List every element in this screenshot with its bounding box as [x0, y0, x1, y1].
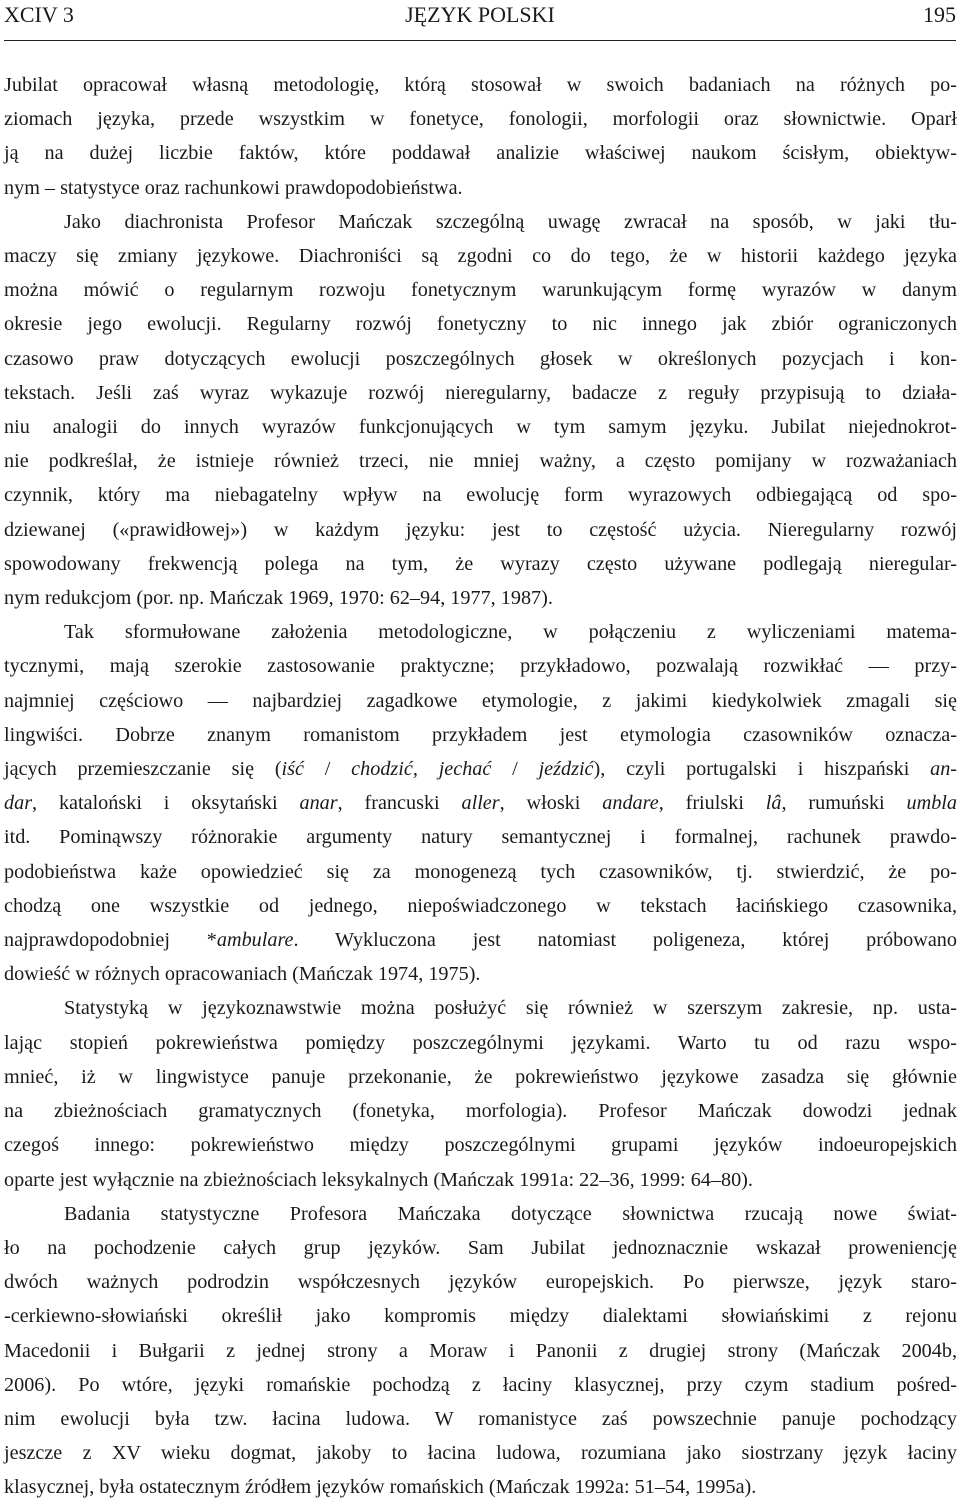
italic-term: chodzić — [351, 758, 413, 781]
text-line — [4, 786, 957, 820]
text-line — [4, 1197, 957, 1231]
text-line — [4, 1470, 957, 1504]
text-run: maczy się zmiany językowe. Diachroniści są zgodni co do tego, że w historii każdego języka — [4, 245, 957, 268]
text-run: Tak sformułowane założenia metodologiczne, w połączeniu z wyliczeniami matema- — [64, 621, 957, 644]
article-body — [4, 68, 957, 1505]
text-line — [4, 684, 957, 718]
text-run: , friulski — [658, 792, 766, 815]
text-line — [4, 513, 957, 547]
text-line — [4, 957, 957, 991]
text-run: podobieństwa każe opowiedzieć się za monogenezą tych czasowników, tj. stwierdzić, że po- — [4, 860, 957, 883]
italic-term: iść — [281, 758, 304, 781]
paragraph — [4, 1197, 957, 1505]
italic-term: an- — [930, 758, 958, 781]
text-run: lingwiści. Dobrze znanym romanistom przykładem jest etymologia czasowników oznacza- — [4, 723, 957, 746]
text-run: . Wykluczona jest natomiast poligeneza, której próbowano — [293, 929, 957, 952]
text-line — [4, 1436, 957, 1470]
text-line — [4, 205, 957, 239]
text-run: , włoski — [499, 792, 603, 815]
page-number: 195 — [923, 2, 956, 27]
text-run: Jako diachronista Profesor Mańczak szczególną uwagę zwracał na sposób, w jaki tłu- — [64, 210, 957, 233]
text-run: czasowo praw dotyczących ewolucji poszczególnych głosek w określonych pozycjach i kon- — [4, 347, 957, 370]
text-line — [4, 444, 957, 478]
text-run: dziewanej («prawidłowej») w każdym języku: jest to częstość użycia. Nieregularny rozwój — [4, 518, 957, 541]
text-run: dwóch ważnych podrodzin współczesnych języków europejskich. Po pierwsze, język staro- — [4, 1271, 957, 1294]
text-run: Jubilat opracował własną metodologię, którą stosował w swoich badaniach na różnych po- — [4, 74, 957, 96]
text-run: tekstach. Jeśli zaś wyraz wykazuje rozwój nieregularny, badacze z reguły przypisują to działa- — [4, 381, 957, 404]
text-run: itd. Pominąwszy różnorakie argumenty natury semantycznej i formalnej, rachunek prawdo- — [4, 826, 957, 849]
italic-term: dar — [4, 792, 33, 815]
text-run: ), czyli portugalski i hiszpański — [593, 758, 931, 781]
text-line — [4, 1163, 957, 1197]
italic-term: jechać — [438, 758, 492, 781]
text-line — [4, 581, 957, 615]
text-line — [4, 102, 957, 136]
paragraph — [4, 68, 957, 205]
text-line — [4, 478, 957, 512]
text-run: nim ewolucji była tzw. łacina ludowa. W romanistyce zaś powszechnie panuje pochodzący — [4, 1407, 957, 1430]
text-run: nym – statystyce oraz rachunkowi prawdopodobieństwa. — [4, 176, 463, 199]
text-run: spowodowany frekwencją polega na tym, że wyrazy często używane podlegają nieregular- — [4, 552, 957, 575]
text-line — [4, 889, 957, 923]
journal-volume: XCIV 3 — [4, 2, 74, 27]
paragraph — [4, 205, 957, 615]
text-line — [4, 718, 957, 752]
running-head — [0, 0, 960, 40]
text-line — [4, 342, 957, 376]
text-run: ją na dużej liczbie faktów, które poddawał analizie właściwej naukom ścisłym, obiektyw- — [4, 142, 957, 165]
paragraph — [4, 991, 957, 1196]
text-line — [4, 68, 957, 102]
text-line — [4, 991, 957, 1025]
text-line — [4, 1231, 957, 1265]
text-run: można mówić o regularnym rozwoju fonetycznym warunkującym formę wyrazów w danym — [4, 279, 957, 302]
italic-term: anar — [299, 792, 338, 815]
text-run: jących przemieszczanie się ( — [4, 758, 282, 781]
text-run: ziomach języka, przede wszystkim w fonetyce, fonologii, morfologii oraz słownictwie. Oparł — [4, 108, 957, 131]
text-line — [4, 1094, 957, 1128]
text-line — [4, 410, 957, 444]
italic-term: andare — [602, 792, 659, 815]
header-rule — [4, 40, 956, 41]
text-line — [4, 1299, 957, 1333]
text-run: najmniej częściowo — najbardziej zagadkowe etymologie, z jakimi kiedykolwiek zmagali się — [4, 689, 957, 712]
text-line — [4, 273, 957, 307]
text-line — [4, 649, 957, 683]
text-run: klasycznej, była ostatecznym źródłem języków romańskich (Mańczak 1992a: 51–54, 1995a). — [4, 1476, 757, 1499]
text-line — [4, 171, 957, 205]
text-line — [4, 547, 957, 581]
text-run: , — [412, 758, 439, 781]
text-run: na zbieżnościach gramatycznych (fonetyka, morfologia). Profesor Mańczak dowodzi jednak — [4, 1100, 957, 1123]
text-line — [4, 1334, 957, 1368]
text-run: okresie jego ewolucji. Regularny rozwój fonetyczny to nic innego jak zbiór ograniczonych — [4, 313, 957, 336]
text-run: chodzą one wszystkie od jednego, niepoświadczonego w tekstach łacińskiego czasownika, — [4, 894, 957, 917]
journal-title: JĘZYK POLSKI — [405, 2, 555, 27]
text-run: dowieść w różnych opracowaniach (Mańczak 1974, 1975). — [4, 963, 481, 986]
text-run: niu analogii do innych wyrazów funkcjonujących w tym samym języku. Jubilat niejednokrot- — [4, 416, 957, 439]
italic-term: aller — [461, 792, 500, 815]
text-run: Statystyką w językoznawstwie można posłużyć się również w szerszym zakresie, np. usta- — [64, 997, 957, 1020]
text-run: czynnik, który ma niebagatelny wpływ na ewolucję form wyrazowych odbiegającą od spo- — [4, 484, 957, 507]
text-run: 2006). Po wtóre, języki romańskie pochodzą z łaciny klasycznej, przy czym stadium pośred- — [4, 1373, 957, 1396]
text-run: ło na pochodzenie całych grup języków. Sam Jubilat jednoznacznie wskazał proweniencję — [4, 1236, 957, 1259]
text-line — [4, 1368, 957, 1402]
text-line — [4, 1265, 957, 1299]
text-line — [4, 615, 957, 649]
text-line — [4, 1128, 957, 1162]
text-run: Macedonii i Bułgarii z jednej strony a Moraw i Panonii z drugiej strony (Mańczak 2004b, — [4, 1339, 957, 1362]
text-line — [4, 752, 957, 786]
text-run: czegoś innego: pokrewieństwo między poszczególnymi grupami języków indoeuropejskich — [4, 1134, 957, 1157]
text-run: tycznymi, mają szerokie zastosowanie praktyczne; przykładowo, pozwalają rozwikłać — przy- — [4, 655, 957, 678]
text-run: najprawdopodobniej * — [4, 929, 217, 952]
text-run: / — [491, 758, 539, 781]
text-run: / — [303, 758, 352, 781]
text-run: Badania statystyczne Profesora Mańczaka dotyczące słownictwa rzucają nowe świat- — [64, 1202, 957, 1225]
text-line — [4, 376, 957, 410]
text-run: , kataloński i oksytański — [32, 792, 300, 815]
text-run: , francuski — [337, 792, 462, 815]
italic-term: lâ — [765, 792, 782, 815]
text-line — [4, 923, 957, 957]
italic-term: umbla — [906, 792, 957, 815]
text-line — [4, 307, 957, 341]
text-run: nym redukcjom (por. np. Mańczak 1969, 1970: 62–94, 1977, 1987). — [4, 587, 553, 610]
text-line — [4, 136, 957, 170]
text-run: mnieć, iż w lingwistyce panuje przekonanie, że pokrewieństwo językowe zasadza się głównie — [4, 1065, 957, 1088]
text-run: oparte jest wyłącznie na zbieżnościach leksykalnych (Mańczak 1991a: 22–36, 1999: 64–80). — [4, 1168, 753, 1191]
paragraph — [4, 615, 957, 991]
text-line — [4, 820, 957, 854]
text-run: jeszcze z XV wieku dogmat, jakoby to łacina ludowa, rozumiana jako siostrzany język łaciny — [4, 1442, 957, 1465]
text-run: , rumuński — [781, 792, 907, 815]
text-line — [4, 1402, 957, 1436]
text-line — [4, 855, 957, 889]
text-run: nie podkreślał, że istnieje również trzeci, nie mniej ważny, a często pomijany w rozważaniach — [4, 450, 957, 473]
italic-term: jeździć — [538, 758, 594, 781]
text-line — [4, 1026, 957, 1060]
text-line — [4, 1060, 957, 1094]
text-run: lając stopień pokrewieństwa pomiędzy poszczególnymi językami. Warto tu od razu wspo- — [4, 1031, 957, 1054]
text-line — [4, 239, 957, 273]
text-run: -cerkiewno-słowiański określił jako kompromis między dialektami słowiańskimi z rejonu — [4, 1305, 957, 1328]
italic-term: ambulare — [216, 929, 294, 952]
